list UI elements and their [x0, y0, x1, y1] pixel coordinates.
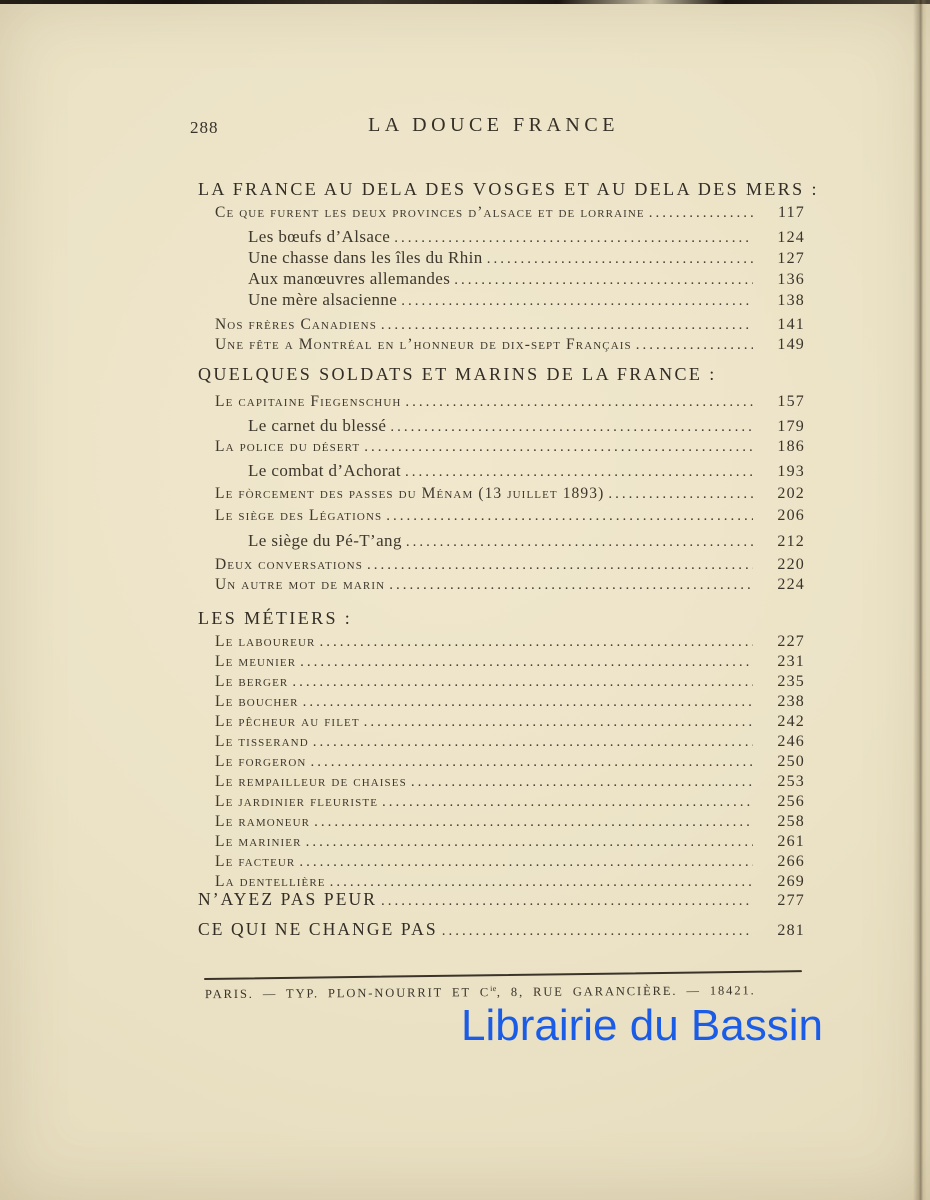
toc-row: [215, 672, 805, 692]
dot-leader: [303, 692, 753, 712]
toc-row-page-number: 124: [777, 229, 805, 246]
toc-row-page-number: 212: [777, 533, 805, 550]
toc-row-page-number: 224: [777, 576, 805, 593]
toc-row-label: LA FRANCE AU DELA DES VOSGES ET AU DELA DES MERS :: [198, 179, 819, 199]
dot-leader: [405, 462, 753, 482]
printer-imprint: [205, 982, 825, 1002]
toc-row: [215, 555, 805, 575]
toc-row: [215, 315, 805, 335]
toc-row-page-number: 266: [777, 853, 805, 870]
toc-row-label: Le carnet du blessé: [248, 416, 387, 435]
toc-row: [215, 437, 805, 457]
toc-row-label: Ce que furent les deux provinces d’alsace et de lorraine: [215, 204, 645, 221]
toc-row-page-number: 206: [777, 507, 805, 524]
toc-row-label: Le facteur: [215, 853, 296, 870]
toc-row-label: Le jardinier fleuriste: [215, 793, 379, 810]
dot-leader: [330, 872, 753, 892]
toc-row-label: Le siège des Légations: [215, 507, 383, 524]
dot-leader: [401, 291, 753, 311]
dot-leader: [367, 555, 753, 575]
dot-leader: [389, 575, 753, 595]
toc-row: [215, 392, 805, 412]
toc-row: [198, 363, 805, 385]
dot-leader: [636, 335, 753, 355]
dot-leader: [300, 652, 753, 672]
toc-row-page-number: 136: [777, 271, 805, 288]
toc-row: [248, 461, 805, 482]
toc-row-page-number: 127: [777, 250, 805, 267]
toc-row-page-number: 250: [777, 753, 805, 770]
dot-leader: [381, 315, 753, 335]
toc-row-page-number: 269: [777, 873, 805, 890]
dot-leader: [649, 203, 753, 223]
toc-row-label: LES MÉTIERS :: [198, 608, 353, 628]
toc-row: [248, 290, 805, 311]
dot-leader: [299, 852, 753, 872]
dot-leader: [313, 732, 753, 752]
toc-row-label: Le rempailleur de chaises: [215, 773, 407, 790]
toc-row-label: Nos frères Canadiens: [215, 316, 377, 333]
toc-row-page-number: 186: [777, 438, 805, 455]
toc-row-label: Le laboureur: [215, 633, 316, 650]
toc-row: [248, 248, 805, 269]
toc-row-page-number: 231: [777, 653, 805, 670]
toc-row-page-number: 253: [777, 773, 805, 790]
dot-leader: [442, 920, 753, 942]
toc-row-page-number: 235: [777, 673, 805, 690]
toc-row: [198, 888, 805, 912]
dot-leader: [411, 772, 753, 792]
toc-row-page-number: 141: [777, 316, 805, 333]
toc-row: [215, 712, 805, 732]
toc-row-label: Un autre mot de marin: [215, 576, 386, 593]
dot-leader: [382, 792, 753, 812]
dot-leader: [390, 417, 753, 437]
toc-row: [215, 732, 805, 752]
toc-row-label: CE QUI NE CHANGE PAS: [198, 919, 438, 939]
dot-leader: [292, 672, 753, 692]
toc-row-page-number: 202: [777, 485, 805, 502]
page-number: 288: [190, 118, 219, 137]
toc-row-page-number: 227: [777, 633, 805, 650]
toc-row-label: Le forgeron: [215, 753, 307, 770]
toc-row: [198, 178, 819, 200]
imprint-superscript: ie: [490, 983, 497, 994]
toc-row-label: Une mère alsacienne: [248, 290, 398, 309]
toc-row: [215, 832, 805, 852]
dot-leader: [320, 632, 754, 652]
toc-row: [215, 575, 805, 595]
toc-row-page-number: 220: [777, 556, 805, 573]
scan-right-edge-shadow: [913, 0, 927, 1200]
dot-leader: [364, 437, 753, 457]
toc-row-label: La dentellière: [215, 873, 326, 890]
bookseller-watermark: Librairie du Bassin: [461, 1001, 823, 1050]
toc-row-page-number: 258: [777, 813, 805, 830]
dot-leader: [394, 228, 753, 248]
toc-row-label: Une chasse dans les îles du Rhin: [248, 248, 483, 267]
toc-row-label: QUELQUES SOLDATS ET MARINS DE LA FRANCE :: [198, 364, 717, 384]
toc-row: [248, 416, 805, 437]
dot-leader: [381, 890, 753, 912]
toc-row: [198, 607, 805, 629]
toc-row-label: Une fête a Montréal en l’honneur de dix-sept Français: [215, 336, 632, 353]
toc-row-label: Deux conversations: [215, 556, 363, 573]
dot-leader: [386, 506, 753, 526]
toc-row-page-number: 256: [777, 793, 805, 810]
toc-row: [215, 506, 805, 526]
dot-leader: [487, 249, 753, 269]
toc-row-label: Le fòrcement des passes du Ménam (13 juillet 1893): [215, 485, 605, 502]
toc-row: [215, 692, 805, 712]
toc-row-page-number: 277: [777, 892, 805, 909]
toc-row-page-number: 157: [777, 393, 805, 410]
dot-leader: [306, 832, 753, 852]
toc-row-label: Le ramoneur: [215, 813, 311, 830]
toc-rows: [198, 168, 819, 942]
toc-row-label: Le marinier: [215, 833, 302, 850]
toc-row: [248, 531, 805, 552]
toc-row-page-number: 117: [777, 204, 805, 221]
toc-row-page-number: 193: [777, 463, 805, 480]
toc-row-label: Le tisserand: [215, 733, 309, 750]
dot-leader: [364, 712, 753, 732]
toc-row-label: Le capitaine Fiegenschuh: [215, 393, 402, 410]
toc-row: [215, 852, 805, 872]
toc-row-page-number: 179: [777, 418, 805, 435]
toc-row-label: Aux manœuvres allemandes: [248, 269, 451, 288]
dot-leader: [406, 532, 753, 552]
toc-row-label: Le siège du Pé-T’ang: [248, 531, 402, 550]
toc-row-label: Le pêcheur au filet: [215, 713, 360, 730]
dot-leader: [314, 812, 753, 832]
toc-row: [215, 752, 805, 772]
dot-leader: [310, 752, 753, 772]
toc-row-label: Les bœufs d’Alsace: [248, 227, 391, 246]
imprint-text-suffix: , 8, RUE GARANCIÈRE. — 18421.: [496, 983, 756, 1000]
toc-row: [215, 652, 805, 672]
toc-row: [215, 335, 805, 355]
toc-row: [248, 227, 805, 248]
toc-row: [248, 269, 805, 290]
toc-row-label: Le combat d’Achorat: [248, 461, 401, 480]
dot-leader: [454, 270, 753, 290]
toc-row-page-number: 138: [777, 292, 805, 309]
toc-row-label: La police du désert: [215, 438, 361, 455]
toc-row-label: Le boucher: [215, 693, 299, 710]
toc-row: [215, 792, 805, 812]
toc-row-page-number: 149: [777, 336, 805, 353]
toc-row-label: Le berger: [215, 673, 289, 690]
toc-row: [215, 812, 805, 832]
running-title: LA DOUCE FRANCE: [368, 114, 619, 136]
toc-row-label: N’AYEZ PAS PEUR: [198, 889, 377, 909]
toc-row-page-number: 261: [777, 833, 805, 850]
toc-row-page-number: 246: [777, 733, 805, 750]
toc-row-page-number: 281: [777, 922, 805, 939]
toc-row: [215, 772, 805, 792]
toc-row: [215, 484, 805, 504]
toc-row-label: Le meunier: [215, 653, 297, 670]
toc-row: [215, 632, 805, 652]
toc-row: [198, 918, 805, 942]
imprint-text: PARIS. — TYP. PLON-NOURRIT ET C: [204, 985, 491, 1002]
dot-leader: [405, 392, 753, 412]
footer-rule: [204, 970, 802, 980]
toc-row-page-number: 242: [777, 713, 805, 730]
scan-top-edge: [0, 0, 930, 4]
dot-leader: [608, 484, 753, 504]
toc-row: [215, 203, 805, 223]
toc-row-page-number: 238: [777, 693, 805, 710]
